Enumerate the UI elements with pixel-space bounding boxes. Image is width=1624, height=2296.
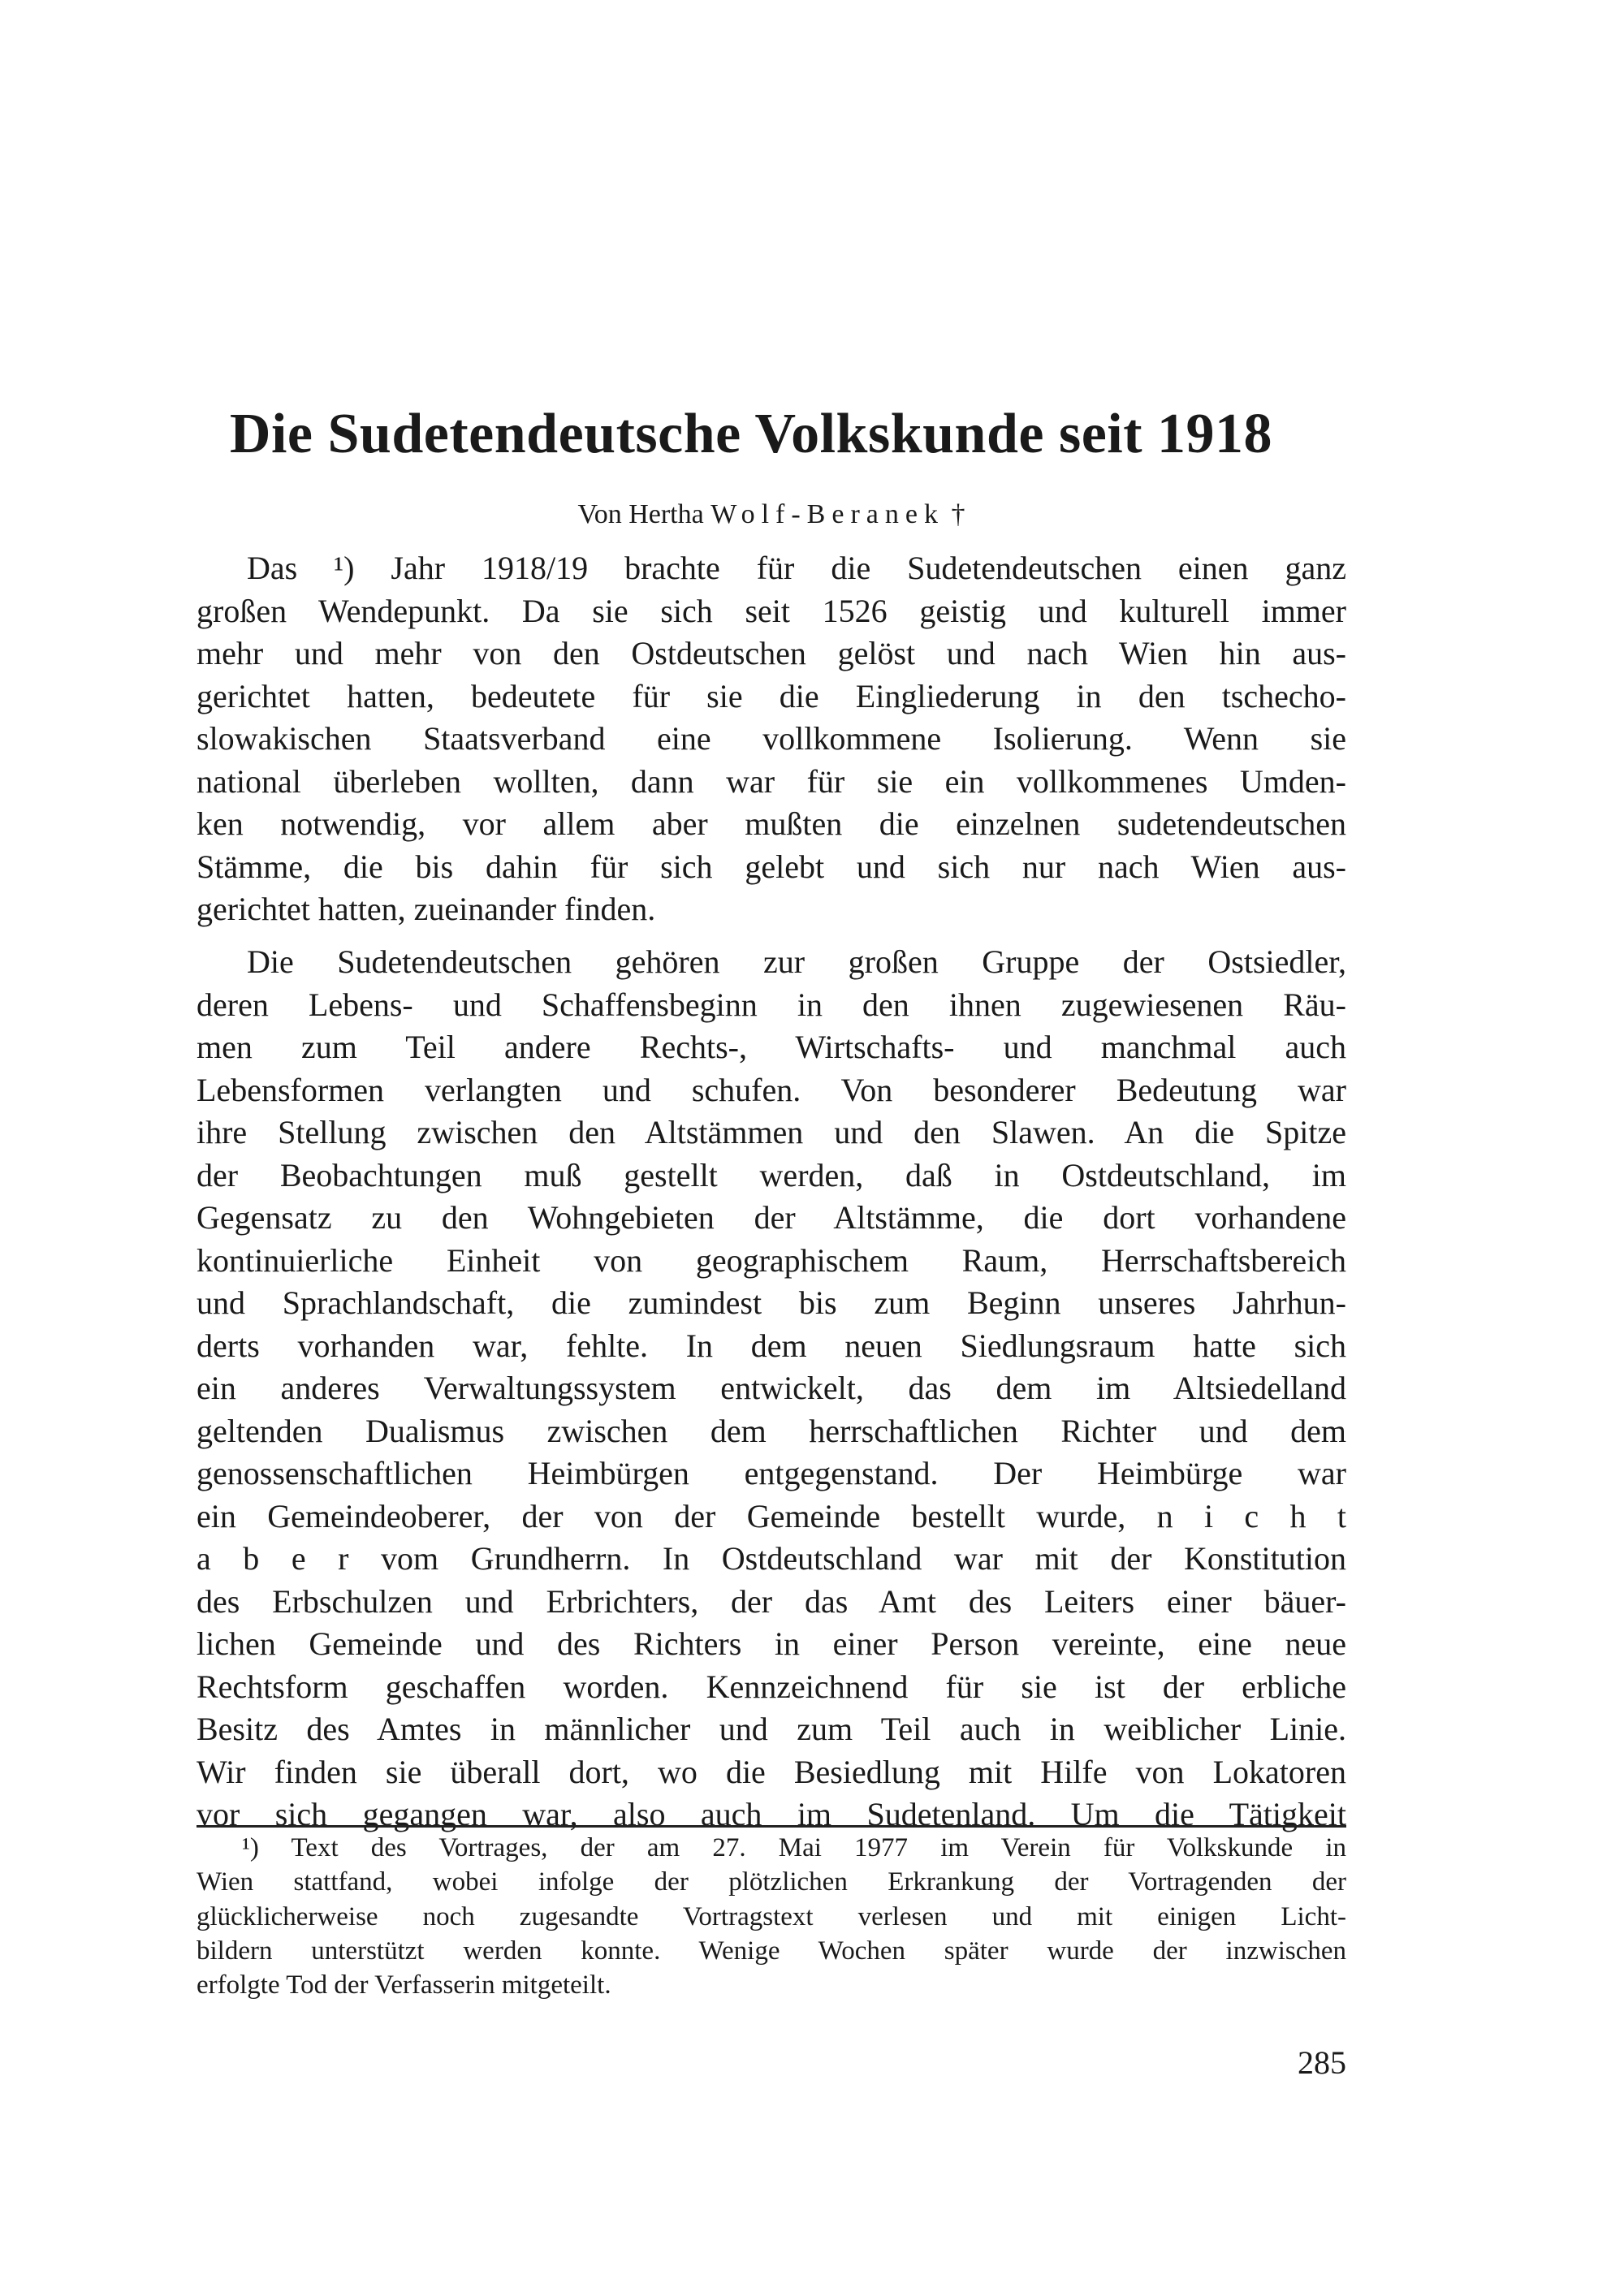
text-line: Die Sudetendeutschen gehören zur großen Gruppe der Ostsiedler, bbox=[247, 943, 1346, 980]
text-line: gerichtet hatten, bedeutete für sie die Eingliederung in den tschecho- bbox=[197, 677, 1346, 714]
text-line: ¹) Text des Vortrages, der am 27. Mai 1977 im Verein für Volkskunde in bbox=[242, 1833, 1346, 1862]
text-line: Lebensformen verlangten und schufen. Von besonderer Bedeutung war bbox=[197, 1071, 1346, 1108]
text-line: des Erbschulzen und Erbrichters, der das Amt des Leiters einer bäuer- bbox=[197, 1582, 1346, 1620]
text-line: geltenden Dualismus zwischen dem herrschaftlichen Richter und dem bbox=[197, 1412, 1346, 1449]
text-line: bildern unterstützt werden konnte. Wenige Wochen später wurde der inzwischen bbox=[197, 1936, 1346, 1966]
text-line: Rechtsform geschaffen worden. Kennzeichnend für sie ist der erbliche bbox=[197, 1668, 1346, 1705]
author-prefix: Von Hertha bbox=[577, 499, 704, 529]
body-paragraph-1 bbox=[197, 547, 1346, 931]
text-line: glücklicherweise noch zugesandte Vortragstext verlesen und mit einigen Licht- bbox=[197, 1901, 1346, 1931]
text-line: national überleben wollten, dann war für sie ein vollkommenes Umden- bbox=[197, 762, 1346, 800]
text-line: Das ¹) Jahr 1918/19 brachte für die Sudetendeutschen einen ganz bbox=[247, 550, 1346, 586]
footnote-divider bbox=[197, 1825, 1346, 1828]
text-line: Wien stattfand, wobei infolge der plötzlichen Erkrankung der Vortragenden der bbox=[197, 1867, 1346, 1897]
page-number: 285 bbox=[1298, 2044, 1346, 2081]
footnote bbox=[197, 1831, 1346, 2002]
body-paragraph-2 bbox=[197, 941, 1346, 1836]
text-line: kontinuierliche Einheit von geographischem Raum, Herrschaftsbereich bbox=[197, 1241, 1346, 1279]
deceased-mark: † bbox=[951, 499, 965, 529]
text-line: derts vorhanden war, fehlte. In dem neuen Siedlungsraum hatte sich bbox=[197, 1327, 1346, 1364]
text-line: ein anderes Verwaltungssystem entwickelt, das dem im Altsiedelland bbox=[197, 1370, 1346, 1406]
text-line: deren Lebens- und Schaffensbeginn in den ihnen zugewiesenen Räu- bbox=[197, 986, 1346, 1023]
text-line: a b e r vom Grundherrn. In Ostdeutschland war mit der Konstitution bbox=[197, 1540, 1346, 1577]
text-line: Stämme, die bis dahin für sich gelebt und sich nur nach Wien aus- bbox=[197, 848, 1346, 885]
text-line: men zum Teil andere Rechts-, Wirtschafts- und manchmal auch bbox=[197, 1029, 1346, 1065]
text-line: ein Gemeindeoberer, der von der Gemeinde bestellt wurde, n i c h t bbox=[197, 1497, 1346, 1534]
author-line bbox=[197, 497, 1346, 533]
text-line: Gegensatz zu den Wohngebieten der Altstämme, die dort vorhandene bbox=[197, 1199, 1346, 1236]
text-line: lichen Gemeinde und des Richters in einer Person vereinte, eine neue bbox=[197, 1625, 1346, 1662]
author-name: Wolf-Beranek bbox=[710, 499, 944, 529]
text-line: großen Wendepunkt. Da sie sich seit 1526 geistig und kulturell immer bbox=[197, 592, 1346, 629]
text-line: Wir finden sie überall dort, wo die Besiedlung mit Hilfe von Lokatoren bbox=[197, 1753, 1346, 1790]
text-line: slowakischen Staatsverband eine vollkommene Isolierung. Wenn sie bbox=[197, 720, 1346, 757]
text-line: gerichtet hatten, zueinander finden. bbox=[197, 891, 656, 927]
text-line: der Beobachtungen muß gestellt werden, daß in Ostdeutschland, im bbox=[197, 1156, 1346, 1193]
article-title: Die Sudetendeutsche Volkskunde seit 1918 bbox=[229, 403, 1273, 465]
text-line: ihre Stellung zwischen den Altstämmen und den Slawen. An die Spitze bbox=[197, 1114, 1346, 1150]
text-line: genossenschaftlichen Heimbürgen entgegenstand. Der Heimbürge war bbox=[197, 1455, 1346, 1491]
text-line: und Sprachlandschaft, die zumindest bis zum Beginn unseres Jahrhun- bbox=[197, 1284, 1346, 1321]
text-line: mehr und mehr von den Ostdeutschen gelöst und nach Wien hin aus- bbox=[197, 635, 1346, 671]
text-line: vor sich gegangen war, also auch im Sudetenland. Um die Tätigkeit bbox=[197, 1796, 1346, 1832]
text-line: ken notwendig, vor allem aber mußten die einzelnen sudetendeutschen bbox=[197, 805, 1346, 842]
text-line: Besitz des Amtes in männlicher und zum Teil auch in weiblicher Linie. bbox=[197, 1711, 1346, 1747]
text-line: erfolgte Tod der Verfasserin mitgeteilt. bbox=[197, 1970, 611, 2000]
